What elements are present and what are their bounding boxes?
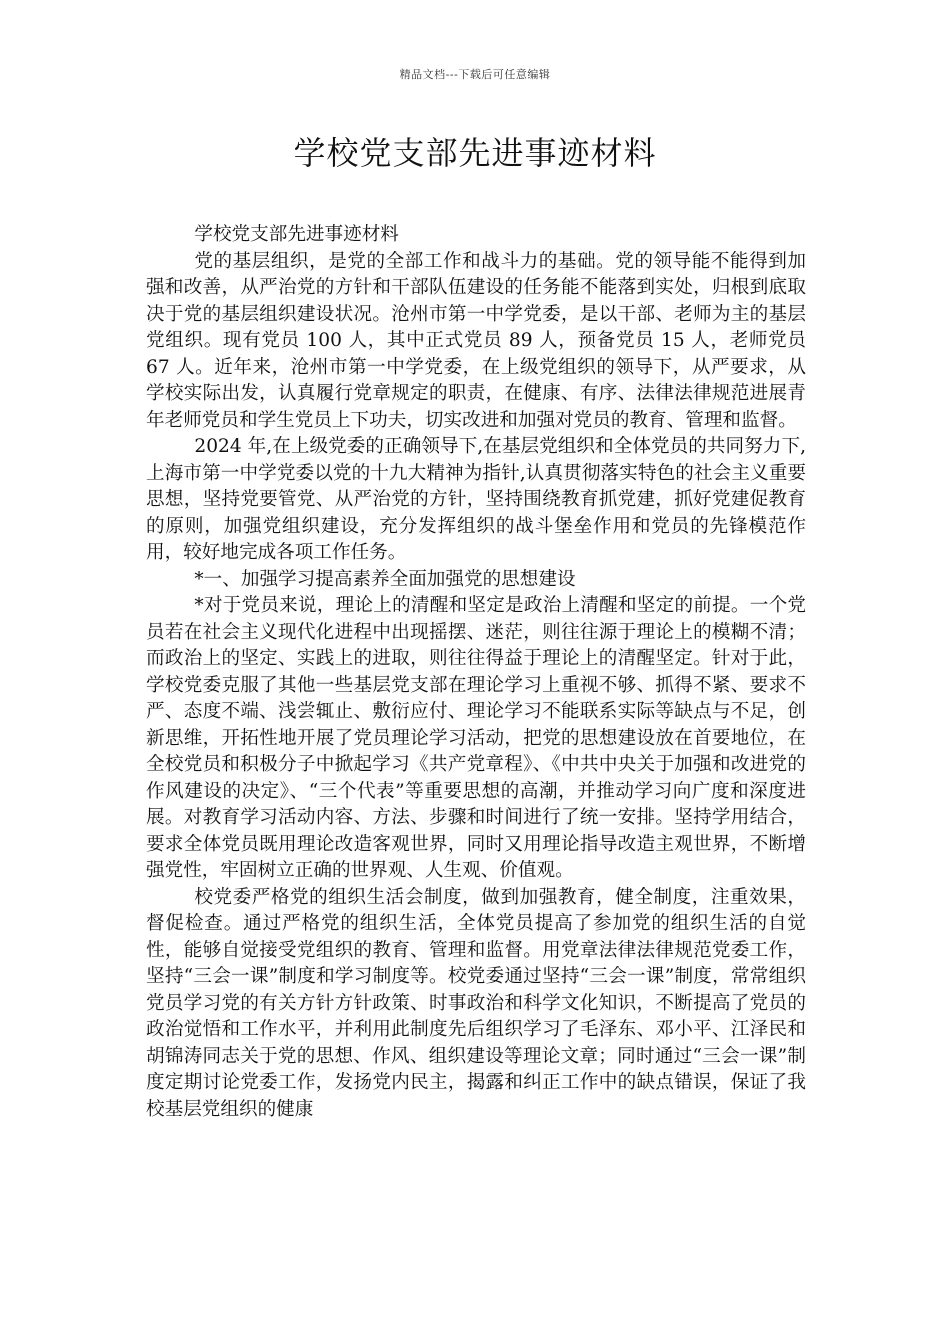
paragraph: 2024 年,在上级党委的正确领导下,在基层党组织和全体党员的共同努力下,上海市第一中学党委以党的十九大精神为指针,认真贯彻落实特色的社会主义重要思想，坚持党要管党、从严治党的方针，坚持围绕教育抓党建，抓好党建促教育的原则，加强党组织建设，充分发挥组织的战斗堡垒作用和党员的先锋模范作用，较好地完成各项工作任务。: [146, 436, 806, 563]
header-note: 精品文档---下载后可任意编辑: [399, 68, 551, 81]
paragraph: 党的基层组织，是党的全部工作和战斗力的基础。党的领导能不能得到加强和改善，从严治党的方针和干部队伍建设的任务能不能落到实处，归根到底取决于党的基层组织建设状况。沧州市第一中学党委，是以干部、老师为主的基层党组织。现有党员 100 人，其中正式党员 89 人，预备党员 15 人，老师党员 67 人。近年来，沧州市第一中学党委，在上级党组织的领导下，从严要求，从学校实际出发，认真履行党章规定的职责，在健康、有序、法律法律规范进展青年老师党员和学生党员上下功夫，切实改进和加强对党员的教育、管理和监督。: [146, 250, 806, 431]
paragraph: 校党委严格党的组织生活会制度，做到加强教育，健全制度，注重效果，督促检查。通过严格党的组织生活，全体党员提高了参加党的组织生活的自觉性，能够自觉接受党组织的教育、管理和监督。用党章法律法律规范党委工作，坚持“三会一课”制度和学习制度等。校党委通过坚持“三会一课”制度，常常组织党员学习党的有关方针方针政策、时事政治和科学文化知识，不断提高了党员的政治觉悟和工作水平，并利用此制度先后组织学习了毛泽东、邓小平、江泽民和胡锦涛同志关于党的思想、作风、组织建设等理论文章；同时通过“三会一课”制度定期讨论党委工作，发扬党内民主，揭露和纠正工作中的缺点错误，保证了我校基层党组织的健康: [146, 886, 806, 1120]
document-title: 学校党支部先进事迹材料: [293, 134, 657, 172]
document-body: [146, 222, 806, 1123]
paragraph: *对于党员来说，理论上的清醒和坚定是政治上清醒和坚定的前提。一个党员若在社会主义现代化进程中出现摇摆、迷茫，则往往源于理论上的模糊不清；而政治上的坚定、实践上的进取，则往往得益于理论上的清醒坚定。针对于此，学校党委克服了其他一些基层党支部在理论学习上重视不够、抓得不紧、要求不严、态度不端、浅尝辄止、敷衍应付、理论学习不能联系实际等缺点与不足，创新思维，开拓性地开展了党员理论学习活动，把党的思想建设放在首要地位，在全校党员和积极分子中掀起学习《共产党章程》、《中共中央关于加强和改进党的作风建设的决定》、“三个代表”等重要思想的高潮，并推动学习向广度和深度进展。对教育学习活动内容、方法、步骤和时间进行了统一安排。坚持学用结合，要求全体党员既用理论改造客观世界，同时又用理论指导改造主观世界，不断增强党性，牢固树立正确的世界观、人生观、价值观。: [146, 595, 806, 881]
section-heading: *一、加强学习提高素养全面加强党的思想建设: [194, 568, 576, 590]
document-subtitle: 学校党支部先进事迹材料: [194, 224, 399, 245]
